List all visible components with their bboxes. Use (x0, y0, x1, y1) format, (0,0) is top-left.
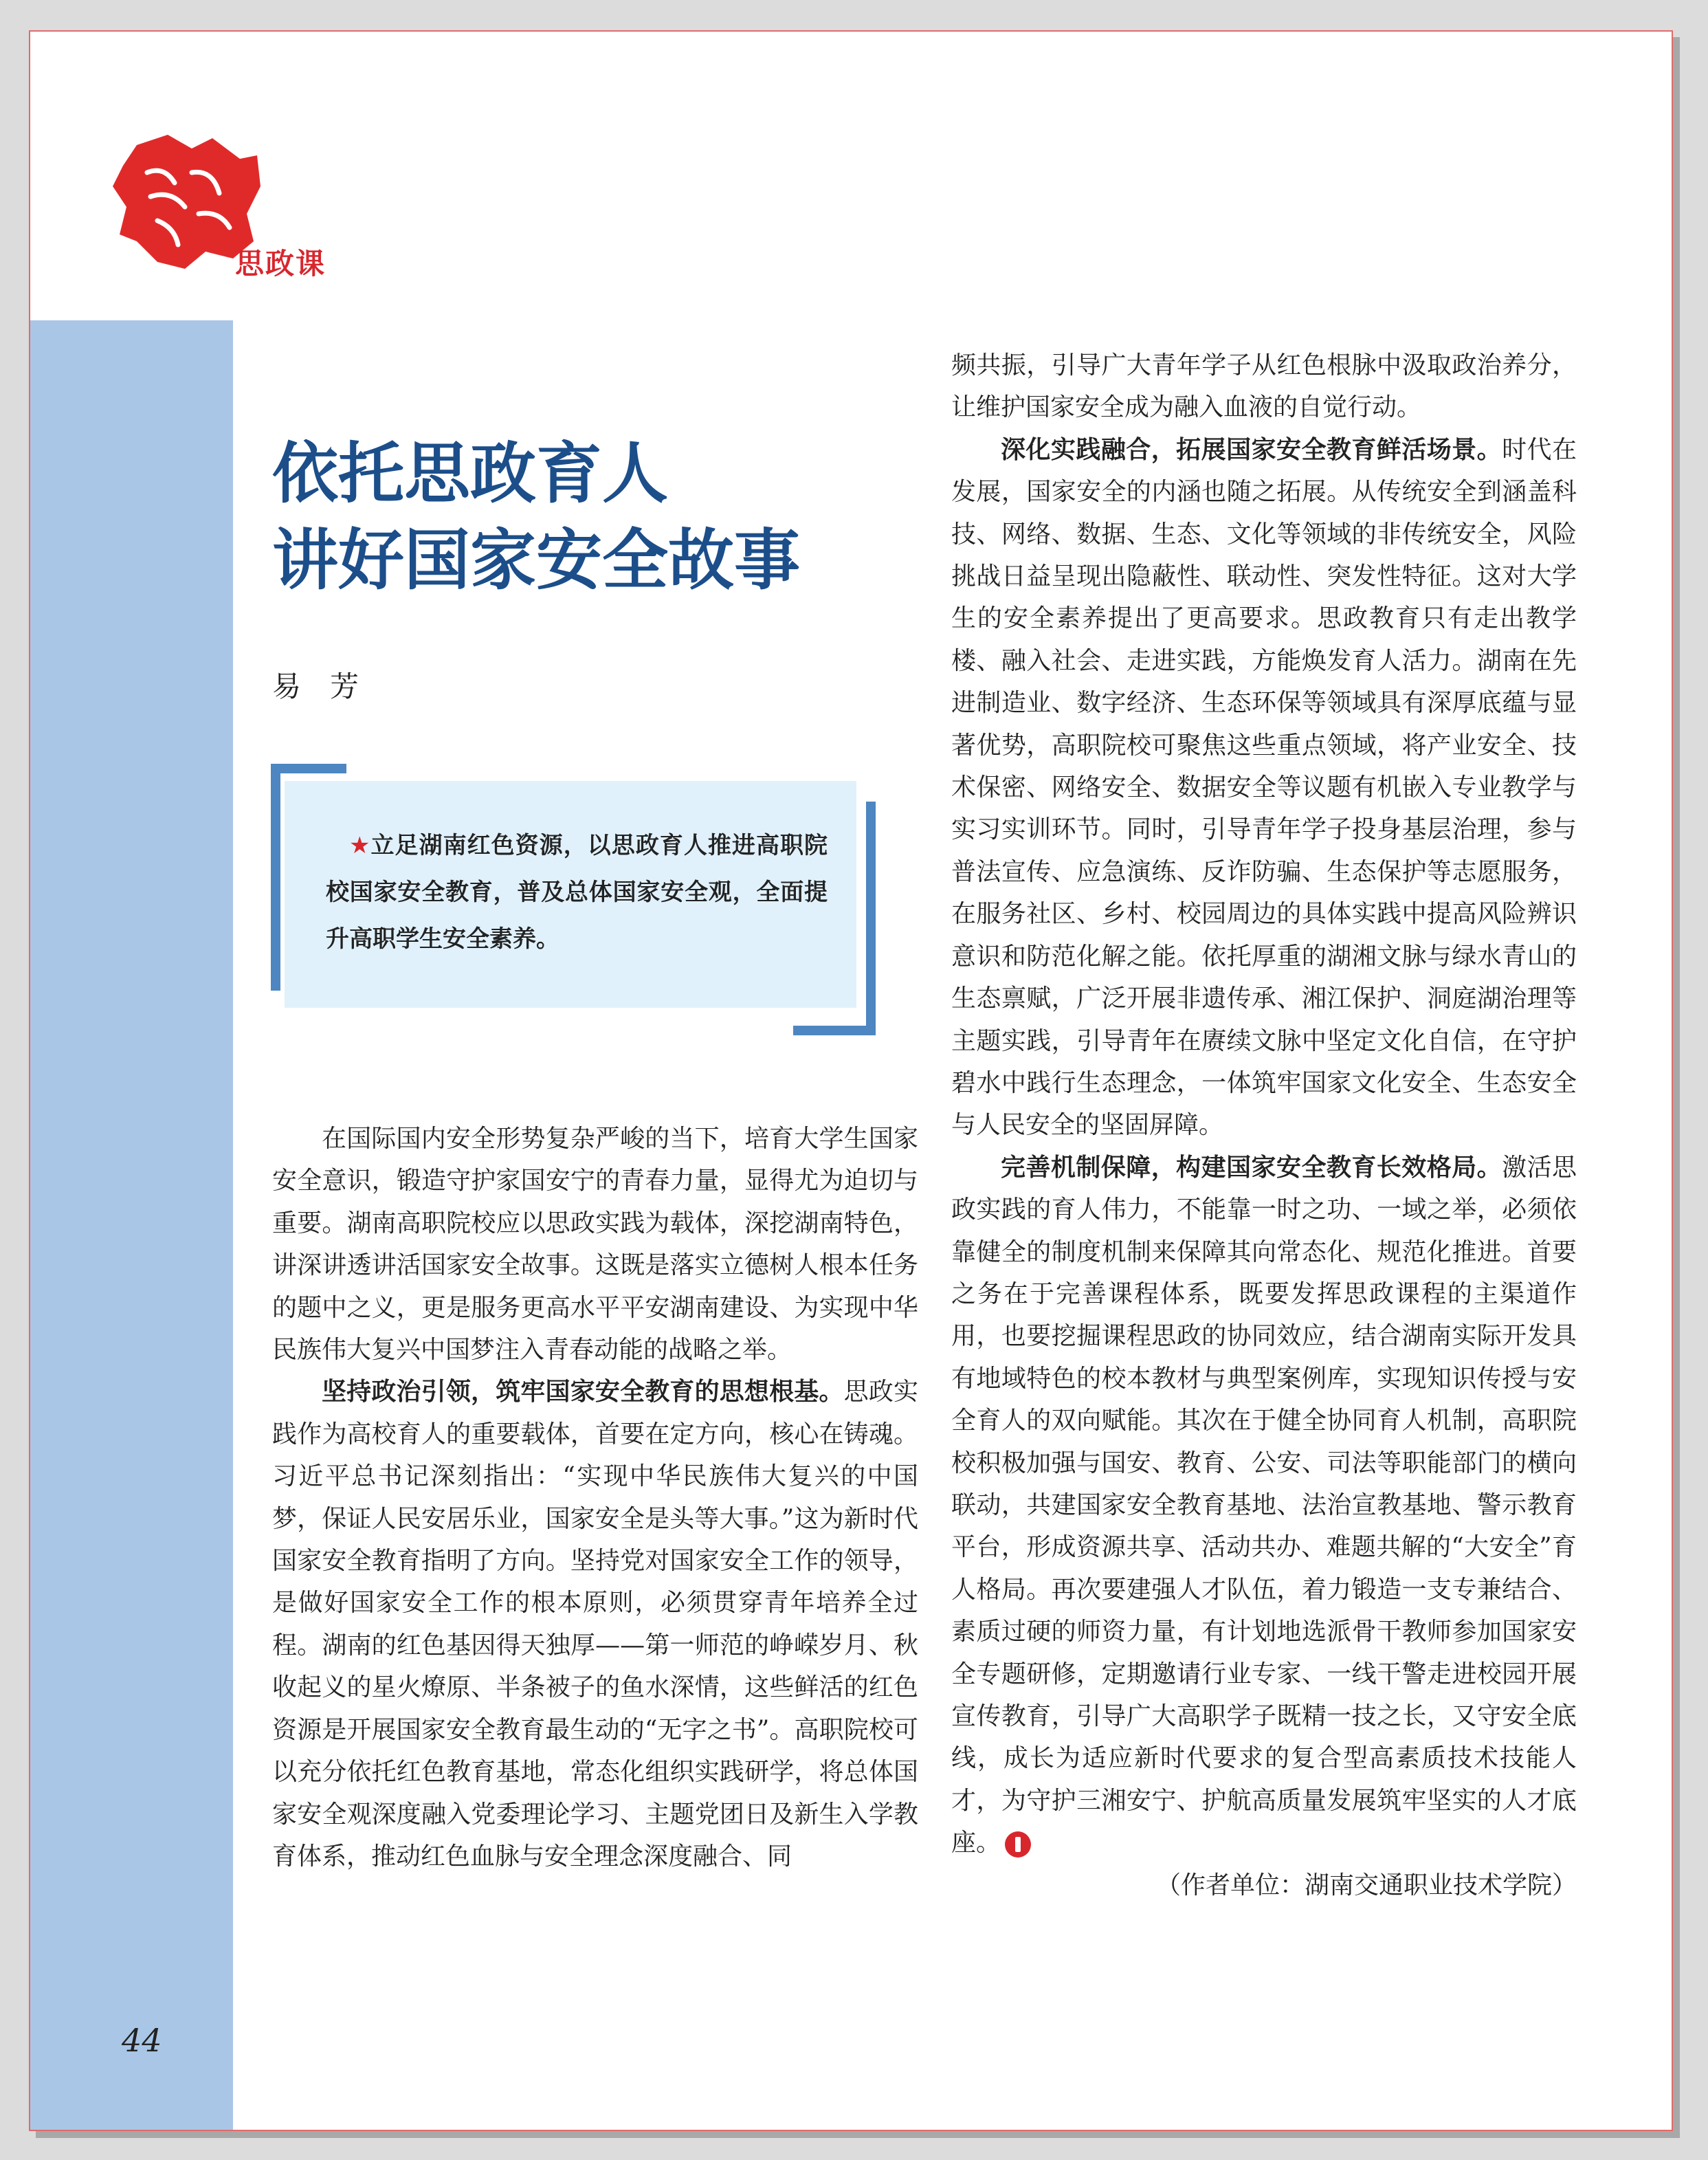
section-label: 思政课 (235, 247, 326, 280)
title-line-2: 讲好国家安全故事 (272, 521, 800, 599)
magazine-page (29, 30, 1673, 2131)
paragraph-political-continued: 频共振，引导广大青年学子从红色根脉中汲取政治养分，让维护国家安全成为融入血液的自觉行动。 (951, 351, 1577, 422)
decorative-blue-strip (30, 320, 233, 2131)
paragraph-practice (951, 429, 1577, 1147)
paragraph-intro: 在国际国内安全形势复杂严峻的当下，培育大学生国家安全意识，锻造守护家国安宁的青春力量，显得尤为迫切与重要。湖南高职院校应以思政实践为载体，深挖湖南特色，讲深讲透讲活国家安全故事。这既是落实立德树人根本任务的题中之义，更是服务更高水平平安湖南建设、为实现中华民族伟大复兴中国梦注入青春动能的战略之举。 (272, 1125, 918, 1365)
title-line-1: 依托思政育人 (272, 434, 668, 512)
left-column (272, 1118, 918, 1877)
paragraph-mechanism-text: 激活思政实践的育人伟力，不能靠一时之功、一域之举，必须依靠健全的制度机制来保障其向常态化、规范化推进。首要之务在于完善课程体系，既要发挥思政课程的主渠道作用，也要挖掘课程思政的协同效应，结合湖南实际开发具有地域特色的校本教材与典型案例库，实现知识传授与安全育人的双向赋能。其次在于健全协同育人机制，高职院校积极加强与国安、教育、公安、司法等职能部门的横向联动，共建国家安全教育基地、法治宣教基地、警示教育平台，形成资源共享、活动共办、难题共解的“大安全”育人格局。再次要建强人才队伍，着力锻造一支专兼结合、素质过硬的师资力量，有计划地选派骨干教师参加国家安全专题研修，定期邀请行业专家、一线干警走进校园开展宣传教育，引导广大高职学子既精一技之长，又守安全底线，成长为适应新时代要求的复合型高素质技术技能人才，为守护三湘安宁、护航高质量发展筑牢坚实的人才底座。 (951, 1153, 1577, 1858)
author-affiliation: （作者单位：湖南交通职业技术学院） (1155, 1871, 1577, 1899)
page-number: 44 (122, 2022, 162, 2059)
author-name: 易芳 (272, 670, 388, 703)
subheading-mechanism: 完善机制保障，构建国家安全教育长效格局。 (1001, 1153, 1502, 1182)
abstract-text: 立足湖南红色资源，以思政育人推进高职院校国家安全教育，普及总体国家安全观，全面提升高职学生安全素养。 (326, 832, 828, 953)
paragraph-mechanism (951, 1147, 1577, 1864)
paragraph-political (272, 1371, 918, 1877)
star-icon: ★ (349, 832, 371, 859)
paragraph-political-text: 思政实践作为高校育人的重要载体，首要在定方向，核心在铸魂。习近平总书记深刻指出：“实现中华民族伟大复兴的中国梦，保证人民安居乐业，国家安全是头等大事。”这为新时代国家安全教育指明了方向。坚持党对国家安全工作的领导，是做好国家安全工作的根本原则，必须贯穿青年培养全过程。湖南的红色基因得天独厚——第一师范的峥嵘岁月、秋收起义的星火燎原、半条被子的鱼水深情，这些鲜活的红色资源是开展国家安全教育最生动的“无字之书”。高职院校可以充分依托红色教育基地，常态化组织实践研学，将总体国家安全观深度融入党委理论学习、主题党团日及新生入学教育体系，推动红色血脉与安全理念深度融合、同 (272, 1378, 918, 1871)
article-title (272, 430, 891, 604)
end-mark-icon (1005, 1831, 1031, 1858)
subheading-political: 坚持政治引领，筑牢国家安全教育的思想根基。 (322, 1378, 844, 1407)
subheading-practice: 深化实践融合，拓展国家安全教育鲜活场景。 (1001, 435, 1502, 464)
right-column (951, 344, 1577, 1906)
abstract (326, 822, 828, 962)
paragraph-practice-text: 时代在发展，国家安全的内涵也随之拓展。从传统安全到涵盖科技、网络、数据、生态、文化等领域的非传统安全，风险挑战日益呈现出隐蔽性、联动性、突发性特征。这对大学生的安全素养提出了更高要求。思政教育只有走出教学楼、融入社会、走进实践，方能焕发育人活力。湖南在先进制造业、数字经济、生态环保等领域具有深厚底蕴与显著优势，高职院校可聚焦这些重点领域，将产业安全、技术保密、网络安全、数据安全等议题有机嵌入专业教学与实习实训环节。同时，引导青年学子投身基层治理，参与普法宣传、应急演练、反诈防骗、生态保护等志愿服务，在服务社区、乡村、校园周边的具体实践中提高风险辨识意识和防范化解之能。依托厚重的湖湘文脉与绿水青山的生态禀赋，广泛开展非遗传承、湘江保护、洞庭湖治理等主题实践，引导青年在赓续文脉中坚定文化自信，在守护碧水中践行生态理念，一体筑牢国家文化安全、生态安全与人民安全的坚固屏障。 (951, 435, 1577, 1140)
